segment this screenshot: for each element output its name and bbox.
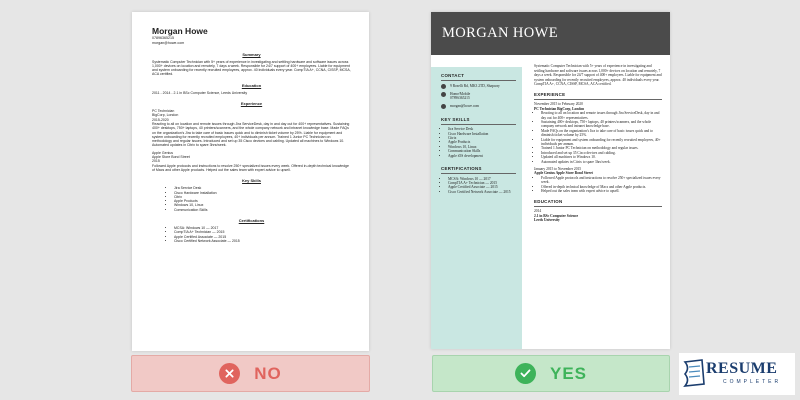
list-item: • Apple Products (174, 199, 351, 203)
job2-bullets (541, 176, 662, 194)
list-item: • Updated all machines to Windows 10. (541, 155, 662, 159)
bad-education-heading: Education (241, 82, 262, 88)
education-heading: EDUCATION (534, 198, 563, 204)
list-item: • Apple Certified Associate — 2015 (174, 235, 351, 239)
experience-heading: EXPERIENCE (534, 91, 566, 97)
document-icon (682, 358, 708, 390)
list-item: • Cisco Certified Network Associate — 2015 (448, 190, 516, 194)
list-item: • Reacting to all on location and remote issues through Jira ServiceDesk, day in and day out for 400+ representatives. (541, 111, 662, 120)
divider (441, 124, 516, 125)
email-icon (441, 104, 446, 109)
good-resume-main (522, 55, 670, 349)
key-skills-heading: KEY SKILLS (441, 116, 470, 122)
bad-education-text: 2011 - 2014 - 2.1 in BSc Computer Science, Leeds University (152, 90, 248, 95)
contact-address-row (441, 84, 516, 89)
yes-label: YES (549, 363, 588, 383)
list-item: • Apple iOS development (448, 154, 516, 158)
list-item: • CompTIA A+ Technician — 2015 (174, 230, 351, 234)
list-item: • Followed Apple protocols and instructions to resolve 250+ specialized issues every week. (541, 176, 662, 185)
list-item: • Windows 10, Linux (174, 203, 351, 207)
education-year: 2014 (534, 209, 542, 214)
list-item: • Communication Skills (174, 208, 351, 212)
certifications-heading: CERTIFICATIONS (441, 166, 482, 172)
phone-icon (441, 92, 446, 97)
bad-resume-phone: 07896365215 (152, 36, 174, 40)
list-item: • Liable for equipment and system onboarding for recently recruited employees, 40+ individuals per annum. (541, 138, 662, 147)
list-item: • Citrix (448, 136, 516, 140)
bad-experience-heading: Experience (240, 101, 263, 107)
list-item: • Helped out the sales team with expert advice to upsell. (541, 189, 662, 193)
bad-resume-email: morgan@howe.com (152, 40, 185, 45)
list-item: • Automated updates in Citrix to spare 3hrs/week. (541, 160, 662, 164)
good-summary-text: Systematic Computer Technician with 5+ years of experience in investigating and settling hardware and software issues across 1,000+ devices on location and remotely, 7 days a week. Responsible for 24/7 support of 400+ employees. Liable for equipment and system onboarding for recently recruited employees, approx. 40 individuals every year. CompTIA A+, CCNA, CISSP, MCSA, ACA certified. (534, 64, 662, 86)
list-item: • Citrix (174, 195, 351, 199)
contact-phone-row (441, 92, 516, 101)
bad-job1-dates: 2015-2020 (152, 117, 169, 122)
good-certs-list (448, 177, 516, 195)
contact-address: 9 Roselli Rd, MK3 2TD, Shapway (450, 83, 500, 88)
list-item: • MCSA: Windows 10 — 2017 (174, 226, 351, 230)
logo-word: RESUME (706, 360, 778, 377)
job1-title: PC Technician BigCorp, London (534, 106, 585, 111)
yes-verdict-bar (432, 355, 670, 392)
bad-job1-company: BigCorp, London (152, 113, 179, 118)
list-item: • Apple Certified Associate — 2015 (448, 185, 516, 189)
bad-certs-heading: Certifications (238, 218, 265, 224)
list-item: • Cisco Hardware Installation (448, 132, 516, 136)
list-item: • Jira Service Desk (448, 127, 516, 131)
job2-dates: January 2015 to November 2015 (534, 166, 582, 171)
good-skills-list (448, 127, 516, 158)
divider (534, 99, 662, 100)
good-resume-sidebar (431, 67, 522, 349)
list-item: • Sustaining 400+ desktops, 750+ laptops, 40 printers/scanners, and the whole company network and intranet knowledge base. (541, 120, 662, 129)
bad-job1-title: PC Technician (152, 109, 175, 114)
list-item: • Apple Products (448, 140, 516, 144)
bad-resume-name: Morgan Howe (152, 26, 208, 36)
list-item: • Communication Skills (448, 149, 516, 153)
bad-job2-desc: Followed Apple protocols and instructions to resolve 250+ specialized issues every week. Offered in-depth technical knowledge of Macs and other Apple products. Helped out the sales team with expert advice to upsell. (152, 163, 349, 172)
divider (534, 206, 662, 207)
bad-skills-heading: Key Skills (242, 178, 261, 184)
list-item: • Trained 1 Junior PC Technician on methodology and regular issues. (541, 146, 662, 150)
bad-summary-heading: Summary (242, 51, 261, 57)
bad-job2-dates: 2015 (152, 159, 160, 164)
contact-heading: CONTACT (441, 73, 465, 78)
no-label: NO (254, 363, 282, 383)
list-item: • Cisco Certified Network Associate — 2015 (174, 239, 351, 243)
bad-certs-list (174, 226, 351, 243)
contact-email: morgan@howe.com (450, 103, 480, 108)
job2-title: Apple Genius Apple Store Bond Street (534, 171, 593, 176)
checkmark-circle-icon (515, 363, 536, 384)
contact-email-row (441, 104, 516, 109)
job1-bullets (541, 111, 662, 164)
divider (441, 80, 516, 81)
bad-skills-list (174, 186, 351, 212)
good-resume-name: MORGAN HOWE (442, 25, 558, 41)
logo-subtitle: COMPLETER (723, 379, 782, 385)
contact-phone: 07896365215 (450, 96, 470, 101)
bad-summary-text: Systematic Computer Technician with 5+ years of experience in investigating and settling hardware and software issues across 1,000+ devices on location and remotely, 7 days a week. Responsible for 24/7 support of 400+ employees. Liable for equipment and system onboarding for recently recruited employees, approx. 40 individuals every year. CompTIA A+, CCNA, CISSP, MCSA, ACA certified. (152, 59, 351, 77)
education-school: Leeds University (534, 218, 560, 223)
education-degree: 2.1 in BSc Computer Science (534, 213, 579, 218)
list-item: • Made FAQs on the organization's Jira to take care of basic issues quick and to diminish ticket volume by 25%. (541, 129, 662, 138)
bad-resume-example (132, 12, 369, 351)
no-verdict-bar (131, 355, 370, 392)
bad-job2-company: Apple Store Bond Street (152, 155, 190, 160)
bad-job1-desc: Reacting to all on location and remote issues through Jira ServiceDesk, day in and day out for 400+ representatives. Sustaining 400+ desktops, 750+ laptops, 40 printers/scanners, and the whole company network and intranet knowledge base. Made FAQs on the organization's Jira to take care of basic issues quick and to diminish ticket volume by 25%. Liable for equipment and system onboarding for recently recruited employees, 40+ individuals per annum. Trained 1 Junior PC Technician on methodology and regular issues. Introduced and set up 35 Cisco devices and cabling. Updated all machines to Windows 10. Automated updates in Citrix to spare 3hrs/week. (152, 121, 350, 148)
list-item: • MCSA: Windows 10 — 2017 (448, 177, 516, 181)
job1-dates: November 2015 to February 2020 (534, 102, 583, 107)
list-item: • Jira Service Desk (174, 186, 351, 190)
contact-phone-label: Home/Mobile (450, 91, 471, 96)
list-item: • Cisco Hardware Installation (174, 191, 351, 195)
x-circle-icon (219, 363, 240, 384)
resume-completer-logo (679, 353, 795, 395)
good-resume-header (431, 12, 670, 55)
divider (441, 173, 516, 174)
good-resume-example (431, 12, 670, 349)
bad-job2-title: Apple Genius (152, 150, 174, 155)
list-item: • Offered in-depth technical knowledge of Macs and other Apple products. (541, 185, 662, 189)
list-item: • Introduced and set up 35 Cisco devices and cabling. (541, 151, 662, 155)
list-item: • CompTIA A+ Technician — 2015 (448, 181, 516, 185)
list-item: • Windows 10, Linux (448, 145, 516, 149)
location-icon (441, 84, 446, 89)
